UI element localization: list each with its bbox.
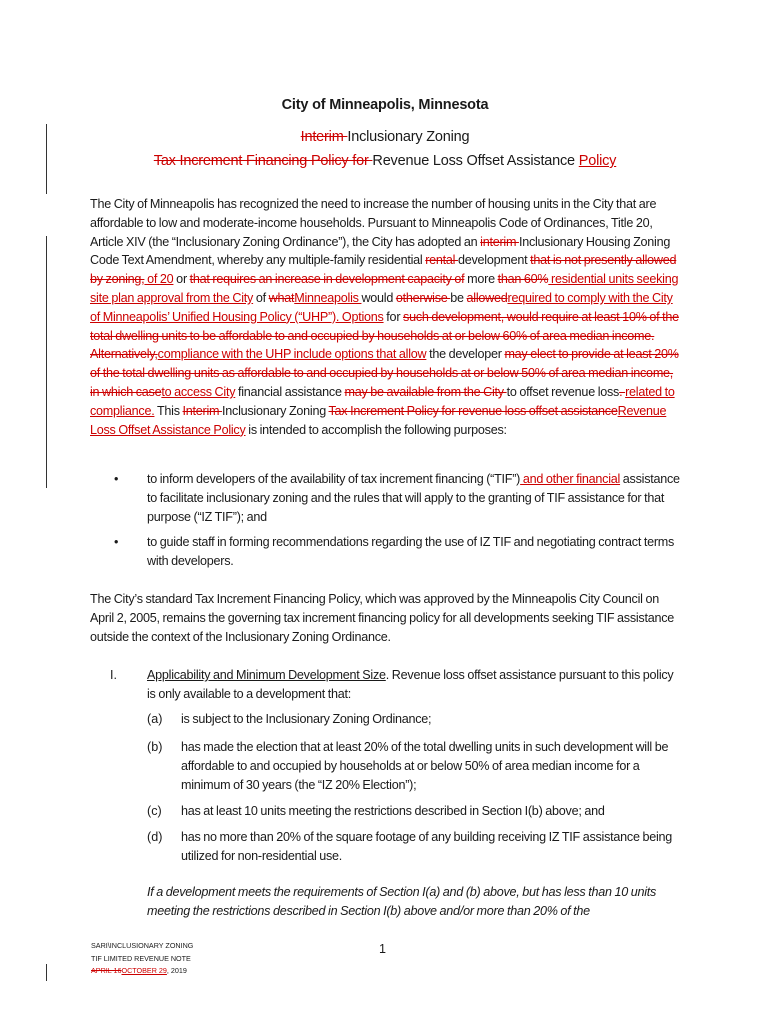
item-label: (c) (147, 804, 162, 818)
deleted-text: Tax Increment Financing Policy for (153, 153, 373, 169)
section-heading: Applicability and Minimum Development Size (147, 668, 386, 682)
bullet-text: to guide staff in forming recommendations regarding the use of IZ TIF and negotiating contract terms with developers. (147, 535, 675, 568)
section-intro: Applicability and Minimum Development Size. Revenue loss offset assistance pursuant to this policy is only available to a development that: (147, 668, 674, 701)
page-number: 1 (379, 942, 387, 956)
deleted-text: Interim (300, 129, 348, 145)
bullet-icon: • (114, 472, 119, 486)
subtitle-policy: Tax Increment Financing Policy for Revenue Loss Offset Assistance Policy (153, 153, 617, 169)
item-text: has at least 10 units meeting the restrictions described in Section I(b) above; and (181, 804, 605, 818)
italic-note: If a development meets the requirements of Section I(a) and (b) above, but has less than 10 units meeting the restrictions described in Section I(b) above and/or more than 20% of the (147, 885, 657, 918)
inserted-text: Policy (578, 153, 617, 169)
footer-date: APRIL 16OCTOBER 29, 2019 (91, 966, 187, 975)
bullet-text: to inform developers of the availability of tax increment financing (“TIF”) and other financial assistance to facilitate inclusionary zoning and the rules that will apply to the granting of TIF assistance for that purpose (“IZ TIF”); and (147, 472, 680, 524)
item-text: has made the election that at least 20% of the total dwelling units in such development will be affordable to and occupied by households at or below 50% of area median income for a minimum of 30 years (the “IZ 20% Election”); (181, 740, 669, 792)
intro-paragraph: The City of Minneapolis has recognized the need to increase the number of housing units in the City that are affordable to low and moderate-income households. Pursuant to Minneapolis Code of Ordinances, Title 20, Article XIV (the “Inclusionary Zoning Ordinance”), the City has adopted an interim Inclusionary Housing Zoning Code Text Amendment, whereby any multiple-family residential rental development that is not presently allowed by zoning, of 20 or that requires an increase in development capacity of more than 60% residential units seeking site plan approval from the City of whatMinneapolis would otherwise be allowedrequired to comply with the City of Minneapolis’ Unified Housing Policy (“UHP”). Options for such development, would require at least 10% of the total dwelling units to be affordable to and occupied by households at or below 60% of area median income. Alternatively,compliance with the UHP include options that allow the developer may elect to provide at least 20% of the total dwelling units as affordable to and occupied by households at or below 50% of area median income, in which caseto access City financial assistance may be available from the City to offset revenue loss. related to compliance. This Interim Inclusionary Zoning Tax Increment Policy for revenue loss offset assistanceRevenue Loss Offset Assistance Policy is intended to accomplish the following purposes: (90, 197, 679, 437)
item-label: (a) (147, 712, 163, 726)
subtitle-zoning: Interim Inclusionary Zoning (300, 129, 470, 145)
page-title: City of Minneapolis, Minnesota (281, 97, 489, 113)
footer-line: TIF LIMITED REVENUE NOTE (91, 954, 191, 963)
section-number: I. (110, 668, 117, 682)
item-text: is subject to the Inclusionary Zoning Ordinance; (181, 712, 432, 726)
change-bar (46, 236, 47, 488)
footer-line: SARI\INCLUSIONARY ZONING (91, 941, 194, 950)
item-label: (b) (147, 740, 163, 754)
item-text: has no more than 20% of the square footage of any building receiving IZ TIF assistance being utilized for non-residential use. (181, 830, 673, 863)
item-label: (d) (147, 830, 163, 844)
change-bar (46, 964, 47, 981)
bullet-icon: • (114, 535, 119, 549)
standard-policy-paragraph: The City’s standard Tax Increment Financing Policy, which was approved by the Minneapolis City Council on April 2, 2005, remains the governing tax increment financing policy for all developments seeking TIF assistance outside the context of the Inclusionary Zoning Ordinance. (90, 592, 675, 644)
